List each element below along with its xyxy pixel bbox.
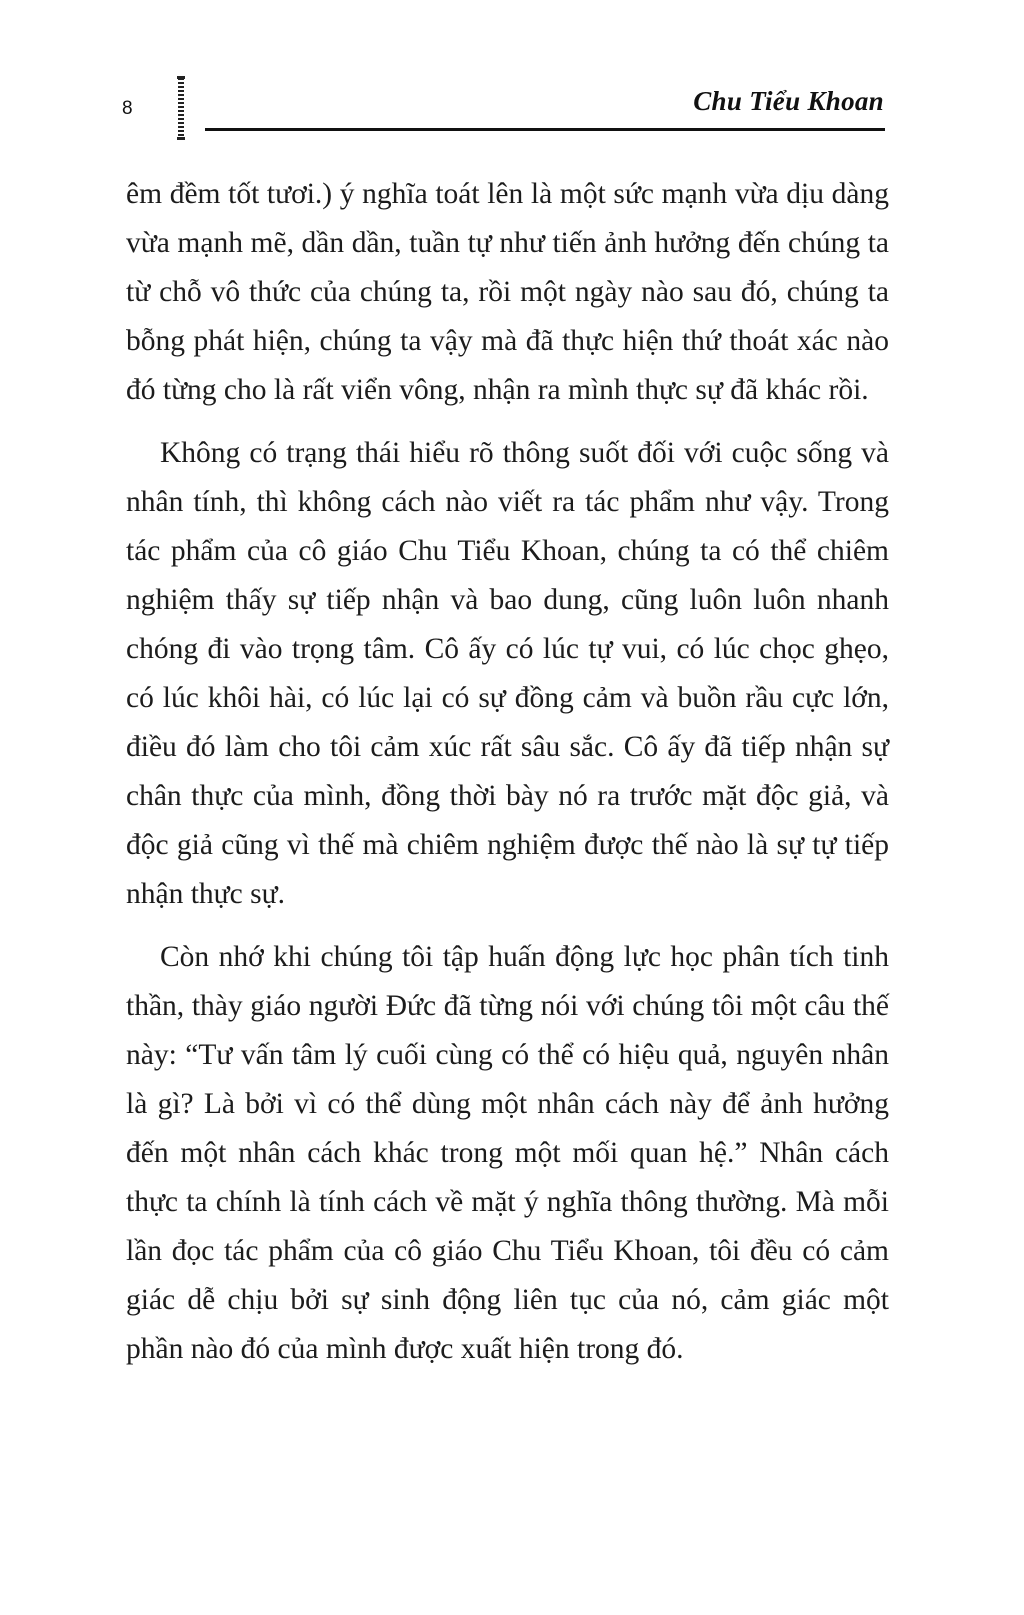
running-title: Chu Tiểu Khoan [693,86,884,116]
decorative-divider [178,78,184,138]
paragraph-1: êm đềm tốt tươi.) ý nghĩa toát lên là một sức mạnh vừa dịu dàng vừa mạnh mẽ, dần dần, tuần tự như tiến ảnh hưởng đến chúng ta từ chỗ vô thức của chúng ta, rồi một ngày nào sau đó, chúng ta bỗng phát hiện, chúng ta vậy mà đã thực hiện thứ thoát xác nào đó từng cho là rất viển vông, nhận ra mình thực sự đã khác rồi. [126,178,889,406]
body-text [126,170,889,1388]
paragraph-3: Còn nhớ khi chúng tôi tập huấn động lực học phân tích tinh thần, thày giáo người Đức đã từng nói với chúng tôi một câu thế này: “Tư vấn tâm lý cuối cùng có thể có hiệu quả, nguyên nhân là gì? Là bởi vì có thể dùng một nhân cách này để ảnh hưởng đến một nhân cách khác trong một mối quan hệ.” Nhân cách thực ta chính là tính cách về mặt ý nghĩa thông thường. Mà mỗi lần đọc tác phẩm của cô giáo Chu Tiểu Khoan, tôi đều có cảm giác dễ chịu bởi sự sinh động liên tục của nó, cảm giác một phần nào đó của mình được xuất hiện trong đó. [126,941,889,1365]
page-header [0,0,1024,150]
header-rule [205,128,885,131]
paragraph-2: Không có trạng thái hiểu rõ thông suốt đối với cuộc sống và nhân tính, thì không cách nào viết ra tác phẩm như vậy. Trong tác phẩm của cô giáo Chu Tiểu Khoan, chúng ta có thể chiêm nghiệm thấy sự tiếp nhận và bao dung, cũng luôn luôn nhanh chóng đi vào trọng tâm. Cô ấy có lúc tự vui, có lúc chọc ghẹo, có lúc khôi hài, có lúc lại có sự đồng cảm và buồn rầu cực lớn, điều đó làm cho tôi cảm xúc rất sâu sắc. Cô ấy đã tiếp nhận sự chân thực của mình, đồng thời bày nó ra trước mặt độc giả, và độc giả cũng vì thế mà chiêm nghiệm được thế nào là sự tự tiếp nhận thực sự. [126,437,889,910]
page-number: 8 [122,98,133,119]
